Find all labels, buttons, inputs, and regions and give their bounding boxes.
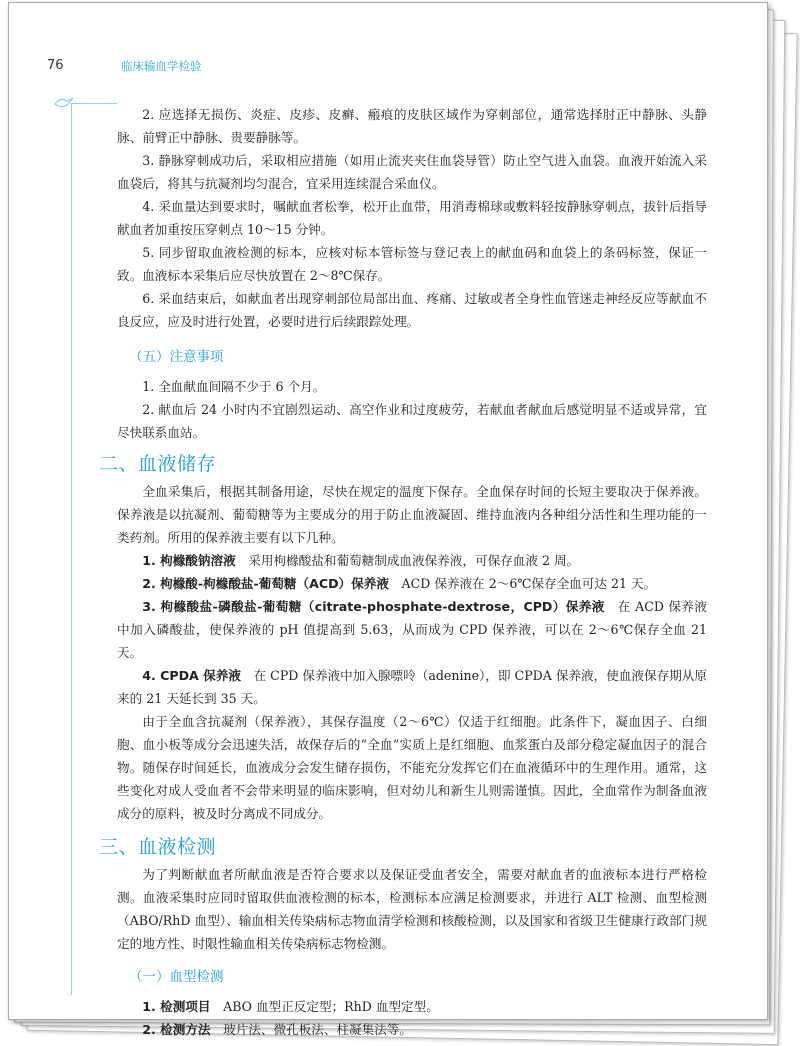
page-content	[99, 103, 708, 1041]
page-number: 76	[47, 58, 64, 73]
list-item	[117, 1018, 707, 1041]
list-item	[117, 572, 707, 595]
list-item: 1. 全血献血间隔不少于 6 个月。	[142, 379, 326, 394]
section-heading: 二、血液储存	[99, 453, 217, 475]
item-text: ABO 血型正反定型；RhD 血型定型。	[223, 999, 439, 1014]
item-text: 在 CPD 保养液中加入腺嘌呤（adenine），即 CPDA 保养液，使血液保存期从原来的 21 天延长到 35 天。	[117, 668, 708, 706]
subsection-heading: （一）血型检测	[129, 969, 224, 985]
margin-rule-horizontal	[71, 103, 117, 104]
list-item: 4. 采血量达到要求时，嘱献血者松拳，松开止血带，用消毒棉球或敷料轻按静脉穿刺点，拔针后指导献血者加重按压穿刺点 10～15 分钟。	[117, 199, 707, 237]
running-header-title: 临床输血学检验	[121, 59, 202, 73]
item-text: 采用枸橼酸盐和葡萄糖制成血液保养液，可保存血液 2 周。	[248, 553, 580, 568]
paragraph: 由于全血含抗凝剂（保养液），其保存温度（2～6℃）仅适于红细胞。此条件下，凝血因子、白细胞、血小板等成分会迅速失活，故保存后的“全血”实质上是红细胞、血浆蛋白及部分稳定凝血因子的混合物。随保存时间延长，血液成分会发生储存损伤，不能充分发挥它们在血液循环中的生理作用。通常，这些变化对成人受血者不会带来明显的临床影响，但对幼儿和新生儿则需谨慎。因此，全血常作为制备血液成分的原料，被及时分离成不同成分。	[117, 714, 707, 821]
list-item: 2. 献血后 24 小时内不宜剧烈运动、高空作业和过度疲劳，若献血者献血后感觉明显不适或异常，宜尽快联系血站。	[117, 402, 707, 440]
item-label: 2. 枸橼酸-枸橼酸盐-葡萄糖（ACD）保养液	[142, 576, 389, 591]
list-item	[117, 549, 707, 572]
item-label: 3. 枸橼酸盐-磷酸盐-葡萄糖（citrate-phosphate-dextrose，CPD）保养液	[142, 599, 605, 614]
list-item: 5. 同步留取血液检测的标本，应核对标本管标签与登记表上的献血码和血袋上的条码标签，保证一致。血液标本采集后应尽快放置在 2～8℃保存。	[117, 245, 707, 283]
list-item: 3. 静脉穿刺成功后，采取相应措施（如用止流夹夹住血袋导管）防止空气进入血袋。血液开始流入采血袋后，将其与抗凝剂均匀混合，宜采用连续混合采血仪。	[117, 153, 707, 191]
item-label: 2. 检测方法	[142, 1022, 211, 1037]
book-page	[8, 2, 768, 1037]
paragraph: 为了判断献血者所献血液是否符合要求以及保证受血者安全，需要对献血者的血液标本进行严格检测。血液采集时应同时留取供血液检测的标本，检测标本应满足检测要求，并进行 ALT 检测、血型检测（ABO/RhD 血型）、输血相关传染病标志物血清学检测和核酸检测，以及国家和省级卫生健康行政部门规定的地方性、时限性输血相关传染病标志物检测。	[117, 867, 707, 951]
item-label: 1. 枸橼酸钠溶液	[142, 553, 236, 568]
list-item: 6. 采血结束后，如献血者出现穿刺部位局部出血、疼痛、过敏或者全身性血管迷走神经反应等献血不良反应，应及时进行处置，必要时进行后续跟踪处理。	[117, 291, 707, 329]
paragraph: 全血采集后，根据其制备用途，尽快在规定的温度下保存。全血保存时间的长短主要取决于保养液。保养液是以抗凝剂、葡萄糖等为主要成分的用于防止血液凝固、维持血液内各种组分活性和生理功能的一类药剂。所用的保养液主要有以下几种。	[117, 484, 707, 545]
subsection-heading: （五）注意事项	[129, 349, 224, 365]
list-item	[117, 995, 707, 1018]
item-text: 在 ACD 保养液中加入磷酸盐，使保养液的 pH 值提高到 5.63，从而成为 CPD 保养液，可以在 2～6℃保存全血 21 天。	[117, 599, 707, 660]
item-text: ACD 保养液在 2～6℃保存全血可达 21 天。	[401, 576, 657, 591]
item-label: 1. 检测项目	[142, 999, 211, 1014]
item-label: 4. CPDA 保养液	[142, 668, 241, 683]
margin-rule-vertical	[71, 103, 72, 995]
list-item: 2. 应选择无损伤、炎症、皮疹、皮癣、瘢痕的皮肤区域作为穿刺部位，通常选择肘正中静脉、头静脉、前臂正中静脉、贵要静脉等。	[117, 107, 707, 145]
list-item	[117, 664, 707, 710]
section-heading: 三、血液检测	[99, 836, 217, 858]
list-item	[117, 595, 707, 664]
item-text: 玻片法、微孔板法、柱凝集法等。	[223, 1022, 412, 1037]
